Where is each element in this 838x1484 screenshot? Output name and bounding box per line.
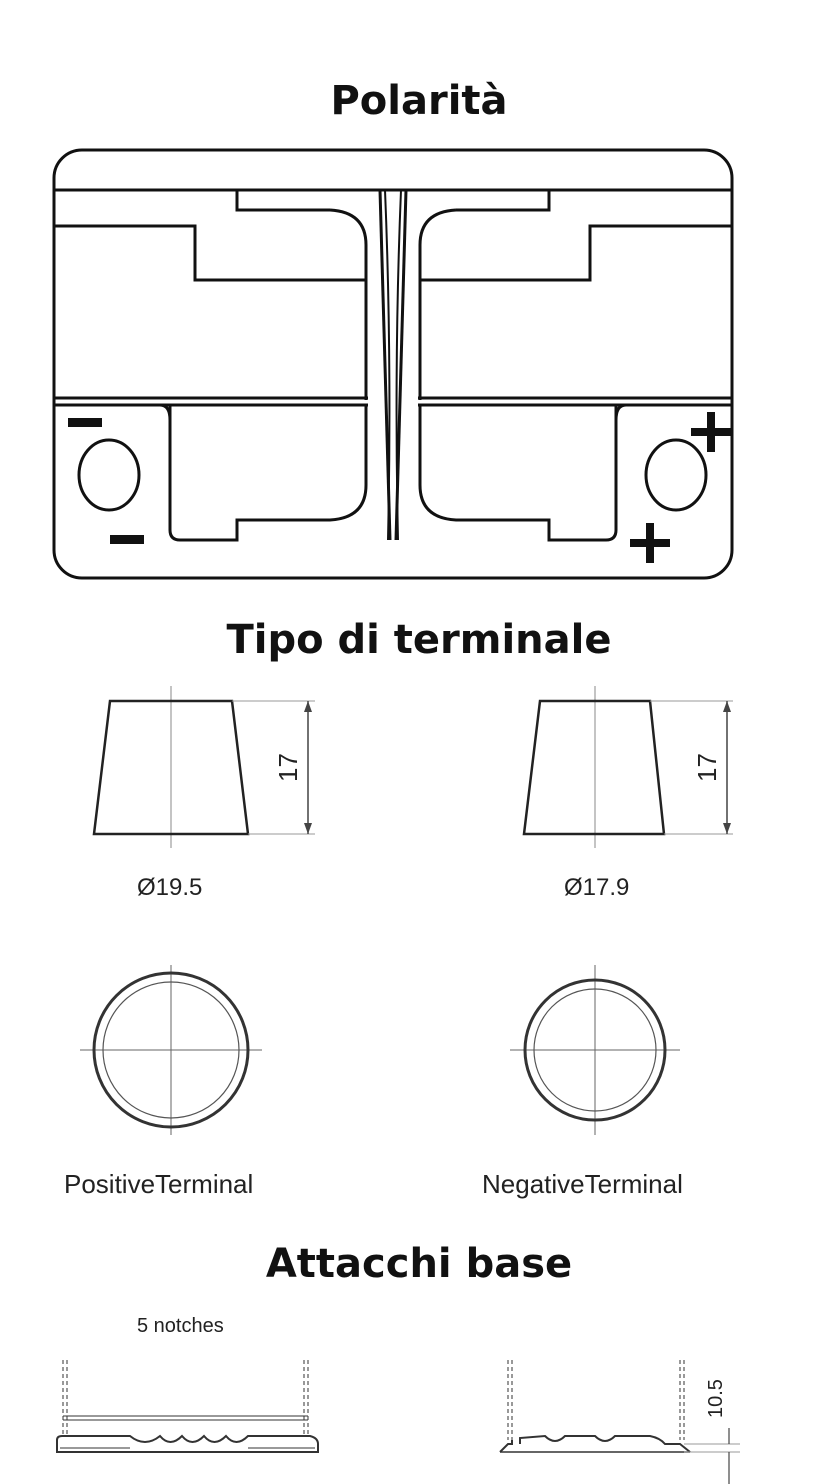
positive-height-label: 17 xyxy=(273,753,303,782)
left-terminal-post xyxy=(79,440,139,510)
negative-diameter-label: Ø17.9 xyxy=(564,874,630,901)
positive-diameter-label: Ø19.5 xyxy=(137,874,203,901)
positive-terminal-label: PositiveTerminal xyxy=(64,1169,254,1199)
battery-top-view xyxy=(54,150,732,578)
negative-terminal-label: NegativeTerminal xyxy=(482,1169,683,1199)
negative-terminal-top-view xyxy=(482,965,683,1199)
notches-label: 5 notches xyxy=(137,1315,224,1337)
negative-terminal-side-view xyxy=(524,686,733,901)
right-cell-step xyxy=(420,226,732,280)
left-cell-step xyxy=(54,226,366,280)
base-height-label: 10.5 xyxy=(705,1379,727,1418)
right-plus-bottom-icon xyxy=(630,523,670,563)
negative-height-label: 17 xyxy=(692,753,722,782)
right-plus-top-icon xyxy=(691,412,731,452)
base-hold-down-left xyxy=(57,1360,318,1452)
base-hold-down-right xyxy=(500,1360,740,1484)
positive-terminal-side-view xyxy=(94,686,315,901)
right-inner-box xyxy=(420,405,616,540)
terminal-type-title: Tipo di terminale xyxy=(226,617,612,663)
right-terminal-post xyxy=(646,440,706,510)
left-minus-top-icon xyxy=(68,418,102,427)
base-hold-down-title: Attacchi base xyxy=(265,1241,573,1287)
positive-terminal-top-view xyxy=(64,965,262,1199)
polarity-title: Polarità xyxy=(330,78,508,124)
left-inner-box xyxy=(170,405,366,540)
left-minus-bottom-icon xyxy=(110,535,144,544)
battery-outline xyxy=(54,150,732,578)
